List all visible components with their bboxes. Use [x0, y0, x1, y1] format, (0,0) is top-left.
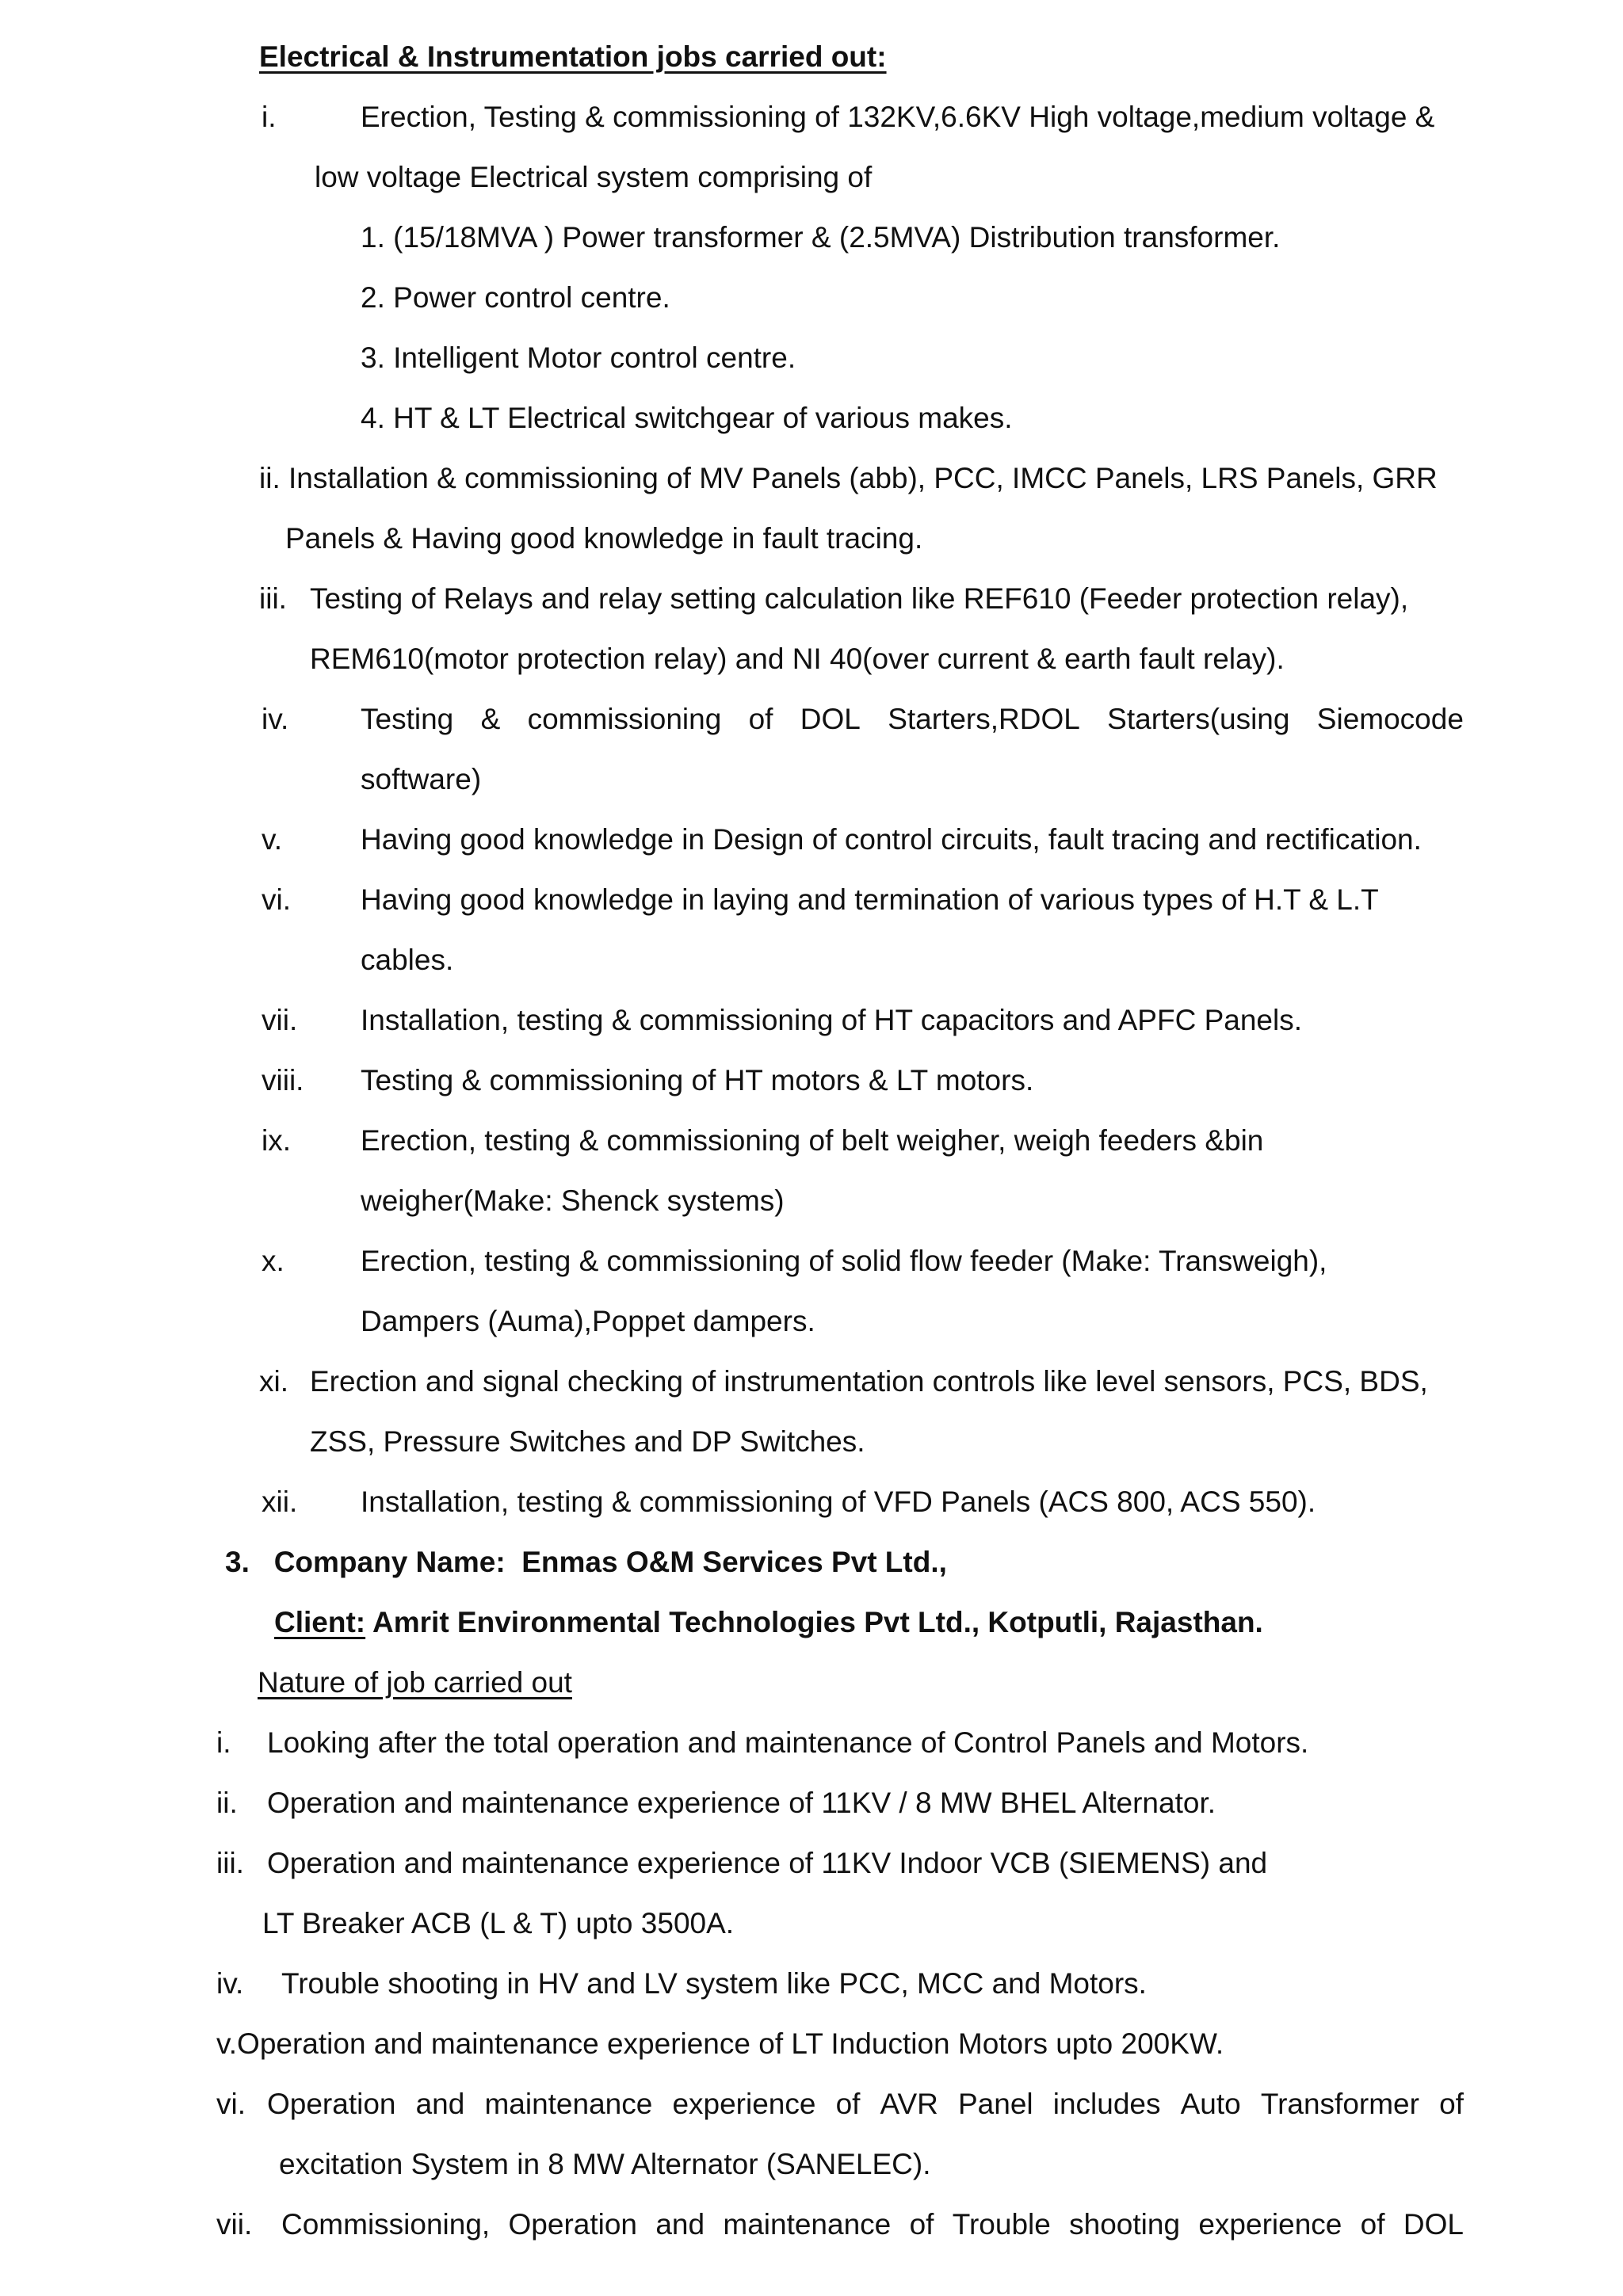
word: Auto	[1180, 2088, 1241, 2120]
item-number: x.	[262, 1245, 285, 1277]
item-text-continued: weigher(Make: Shenck systems)	[361, 1184, 785, 1217]
item-number: ix.	[262, 1124, 291, 1157]
item-text-justified	[361, 702, 1464, 737]
word: Operation	[508, 2208, 638, 2241]
item-number: i.	[216, 1726, 231, 1759]
word: of	[909, 2208, 934, 2241]
word: includes	[1052, 2088, 1161, 2120]
word: Panel	[957, 2088, 1033, 2120]
word: Testing	[361, 703, 454, 735]
word: maintenance	[723, 2208, 892, 2241]
word: Commissioning,	[281, 2208, 491, 2241]
word: experience	[1198, 2208, 1342, 2241]
item-text-justified	[267, 2087, 1464, 2122]
item-text-continued: REM610(motor protection relay) and NI 40(over current & earth fault relay).	[310, 643, 1285, 675]
item-number: iv.	[216, 1967, 244, 2000]
sub-item: 3. Intelligent Motor control centre.	[361, 341, 796, 374]
word: of	[835, 2088, 861, 2120]
item-text-continued: Dampers (Auma),Poppet dampers.	[361, 1305, 815, 1337]
word: &	[480, 703, 501, 735]
item-number: v.	[262, 823, 283, 856]
item-text: Looking after the total operation and maintenance of Control Panels and Motors.	[267, 1726, 1309, 1759]
item-text: Having good knowledge in Design of control circuits, fault tracing and rectification.	[361, 823, 1422, 856]
word: Transformer	[1260, 2088, 1419, 2120]
client-line	[274, 1605, 1263, 1640]
item-text: Installation, testing & commissioning of HT capacitors and APFC Panels.	[361, 1004, 1302, 1036]
item-text-continued: Panels & Having good knowledge in fault tracing.	[285, 522, 923, 555]
item-number: iv.	[262, 703, 289, 735]
item-number: i.	[262, 101, 277, 133]
word: and	[415, 2088, 465, 2120]
item-text: Operation and maintenance experience of 11KV / 8 MW BHEL Alternator.	[267, 1787, 1216, 1819]
item-text: Testing of Relays and relay setting calculation like REF610 (Feeder protection relay),	[310, 582, 1409, 615]
sub-item: 1. (15/18MVA ) Power transformer & (2.5MVA) Distribution transformer.	[361, 221, 1281, 254]
item-text-continued: ZSS, Pressure Switches and DP Switches.	[310, 1425, 865, 1458]
item-text-continued: LT Breaker ACB (L & T) upto 3500A.	[262, 1907, 735, 1939]
word: commissioning	[527, 703, 722, 735]
word: of	[1360, 2208, 1385, 2241]
item-number: vii.	[262, 1004, 298, 1036]
item-text: Erection, Testing & commissioning of 132KV,6.6KV High voltage,medium voltage &	[361, 101, 1435, 133]
item-number: ii.	[216, 1787, 238, 1819]
word: DOL	[1403, 2208, 1464, 2241]
item-number: iii.	[216, 1847, 244, 1879]
word: Starters(using	[1107, 703, 1290, 735]
item-number: vi.	[262, 883, 291, 916]
word: AVR	[880, 2088, 938, 2120]
item-text: Testing & commissioning of HT motors & LT motors.	[361, 1064, 1034, 1097]
section-heading: Electrical & Instrumentation jobs carried out:	[259, 40, 887, 73]
item-number: iii.	[259, 582, 287, 615]
item-number: vii.	[216, 2208, 253, 2241]
word: experience	[672, 2088, 816, 2120]
word: Operation	[267, 2088, 396, 2120]
word: Starters,RDOL	[888, 703, 1080, 735]
word: of	[748, 703, 773, 735]
word: shooting	[1069, 2208, 1181, 2241]
sub-item: 4. HT & LT Electrical switchgear of various makes.	[361, 402, 1013, 434]
item-text-continued: low voltage Electrical system comprising of	[315, 161, 873, 193]
word: Trouble	[952, 2208, 1051, 2241]
nature-heading: Nature of job carried out	[258, 1666, 572, 1699]
item-number: xii.	[262, 1486, 298, 1518]
client-label: Client:	[274, 1606, 366, 1638]
item-text: ii. Installation & commissioning of MV Panels (abb), PCC, IMCC Panels, LRS Panels, GRR	[259, 462, 1438, 494]
item-text-continued: cables.	[361, 944, 454, 976]
item-number: vi.	[216, 2088, 246, 2120]
item-text: Erection, testing & commissioning of solid flow feeder (Make: Transweigh),	[361, 1245, 1327, 1277]
item-number: viii.	[262, 1064, 304, 1097]
item-text: Operation and maintenance experience of 11KV Indoor VCB (SIEMENS) and	[267, 1847, 1268, 1879]
item-text-continued: software)	[361, 763, 482, 795]
item-text: Erection, testing & commissioning of belt weigher, weigh feeders &bin	[361, 1124, 1264, 1157]
word: and	[655, 2208, 705, 2241]
item-number: xi.	[259, 1365, 288, 1398]
item-text: Trouble shooting in HV and LV system like PCC, MCC and Motors.	[281, 1967, 1147, 2000]
item-text: v.Operation and maintenance experience of LT Induction Motors upto 200KW.	[216, 2027, 1224, 2060]
word: Siemocode	[1316, 703, 1464, 735]
item-text: Having good knowledge in laying and termination of various types of H.T & L.T	[361, 883, 1379, 916]
client-value: Amrit Environmental Technologies Pvt Ltd., Kotputli, Rajasthan.	[365, 1606, 1263, 1638]
word: maintenance	[484, 2088, 653, 2120]
company-name-line: 3. Company Name: Enmas O&M Services Pvt Ltd.,	[225, 1546, 947, 1578]
item-text-justified	[281, 2207, 1464, 2242]
item-text: Erection and signal checking of instrumentation controls like level sensors, PCS, BDS,	[310, 1365, 1428, 1398]
item-text-continued: excitation System in 8 MW Alternator (SANELEC).	[279, 2148, 931, 2180]
word: DOL	[800, 703, 861, 735]
item-text: Installation, testing & commissioning of VFD Panels (ACS 800, ACS 550).	[361, 1486, 1316, 1518]
sub-item: 2. Power control centre.	[361, 281, 670, 314]
word: of	[1439, 2088, 1464, 2120]
